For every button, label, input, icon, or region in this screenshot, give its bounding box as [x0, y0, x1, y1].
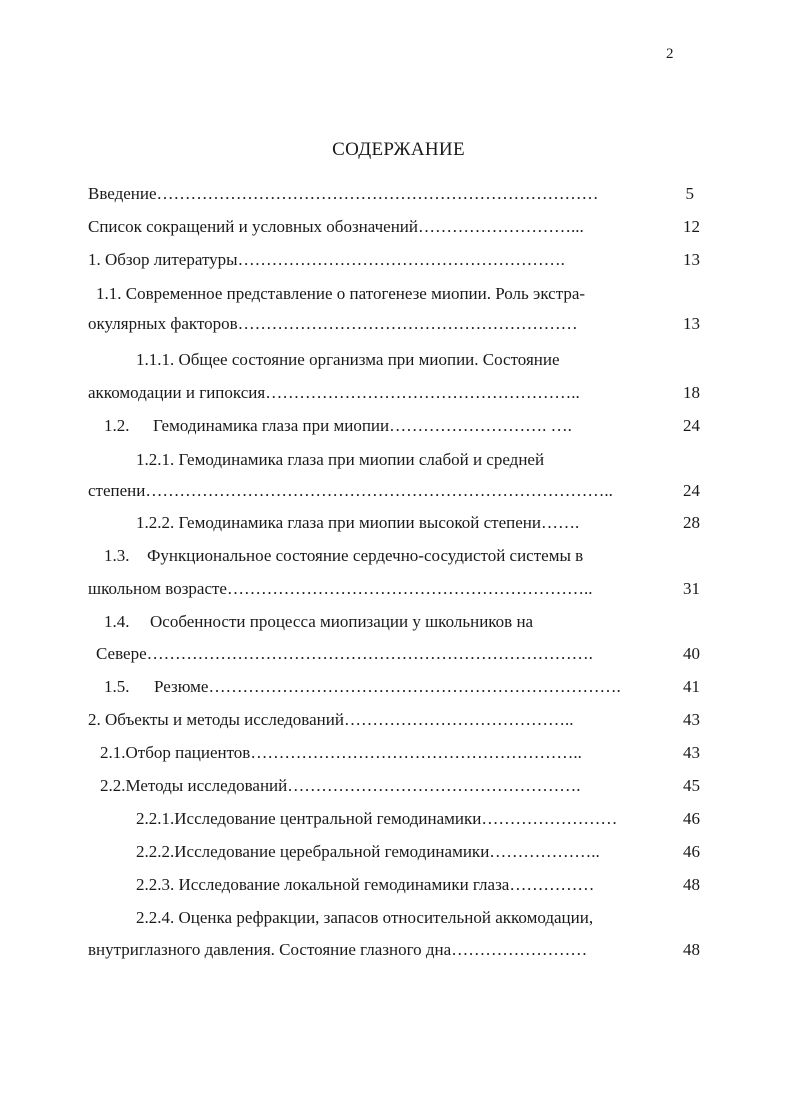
toc-entry-page: 24 [683, 481, 700, 500]
toc-entry-text: 2.2.3. Исследование локальной гемодинамики глаза…………… [136, 875, 595, 894]
toc-entry-page: 48 [683, 875, 700, 894]
toc-entry-page: 40 [683, 644, 700, 663]
toc-entry-number: 1.2. [104, 416, 130, 435]
toc-entry-page: 43 [683, 710, 700, 729]
toc-entry-page: 46 [683, 809, 700, 828]
toc-entry-text: Введение…………………………………………………………………… [88, 184, 599, 203]
toc-entry-text: 2.2.4. Оценка рефракции, запасов относительной аккомодации, [136, 908, 594, 927]
toc-entry-text-continuation: Севере……………………………………………………………………. [96, 644, 593, 663]
toc-entry-text-continuation: аккомодации и гипоксия……………………………………………….. [88, 383, 580, 402]
toc-entry-page: 43 [683, 743, 700, 762]
toc-entry-page: 13 [683, 314, 700, 333]
toc-entry-text: 2.1.Отбор пациентов………………………………………………….. [100, 743, 582, 762]
toc-entry-text-continuation: внутриглазного давления. Состояние глазного дна…………………… [88, 940, 588, 959]
toc-entry-text: 1.1. Современное представление о патогенезе миопии. Роль экстра- [96, 284, 586, 303]
toc-entry-number: 1.5. [104, 677, 130, 696]
toc-entry-text: Функциональное состояние сердечно-сосудистой системы в [147, 546, 584, 565]
toc-entry-text: 2. Объекты и методы исследований………………………………….. [88, 710, 574, 729]
toc-entry-page: 41 [683, 677, 700, 696]
toc-entry-page: 45 [683, 776, 700, 795]
toc-entry-page: 48 [683, 940, 700, 959]
toc-entry-text-continuation: школьном возрасте……………………………………………………….. [88, 579, 593, 598]
toc-entry-number: 1.4. [104, 612, 130, 631]
toc-entry-text-continuation: окулярных факторов…………………………………………………… [88, 314, 578, 333]
toc-entry-page: 28 [683, 513, 700, 532]
toc-entry-text: 1.1.1. Общее состояние организма при миопии. Состояние [136, 350, 560, 369]
toc-entry-text: Список сокращений и условных обозначений………………………... [88, 217, 584, 236]
toc-entry-page: 5 [685, 184, 694, 203]
toc-entry-text: Особенности процесса миопизации у школьников на [150, 612, 534, 631]
toc-entry-text: Гемодинамика глаза при миопии………………………. …. [153, 416, 572, 435]
toc-entry-text: 1.2.1. Гемодинамика глаза при миопии слабой и средней [136, 450, 545, 469]
toc-entry-page: 24 [683, 416, 700, 435]
toc-entry-text: 1. Обзор литературы…………………………………………………. [88, 250, 565, 269]
toc-entry-page: 31 [683, 579, 700, 598]
toc-entry-page: 46 [683, 842, 700, 861]
toc-entry-page: 12 [683, 217, 700, 236]
page-number: 2 [666, 46, 674, 62]
toc-entry-text: Резюме………………………………………………………………. [154, 677, 621, 696]
toc-entry-number: 1.3. [104, 546, 130, 565]
toc-entry-text: 2.2.Методы исследований……………………………………………. [100, 776, 581, 795]
toc-entry-page: 18 [683, 383, 700, 402]
toc-entry-page: 13 [683, 250, 700, 269]
toc-entry-text: 2.2.2.Исследование церебральной гемодинамики……………….. [136, 842, 600, 861]
toc-title: СОДЕРЖАНИЕ [332, 139, 465, 160]
toc-entry-text-continuation: степени……………………………………………………………………….. [88, 481, 613, 500]
toc-entry-text: 2.2.1.Исследование центральной гемодинамики…………………… [136, 809, 618, 828]
toc-entry-text: 1.2.2. Гемодинамика глаза при миопии высокой степени……. [136, 513, 580, 532]
